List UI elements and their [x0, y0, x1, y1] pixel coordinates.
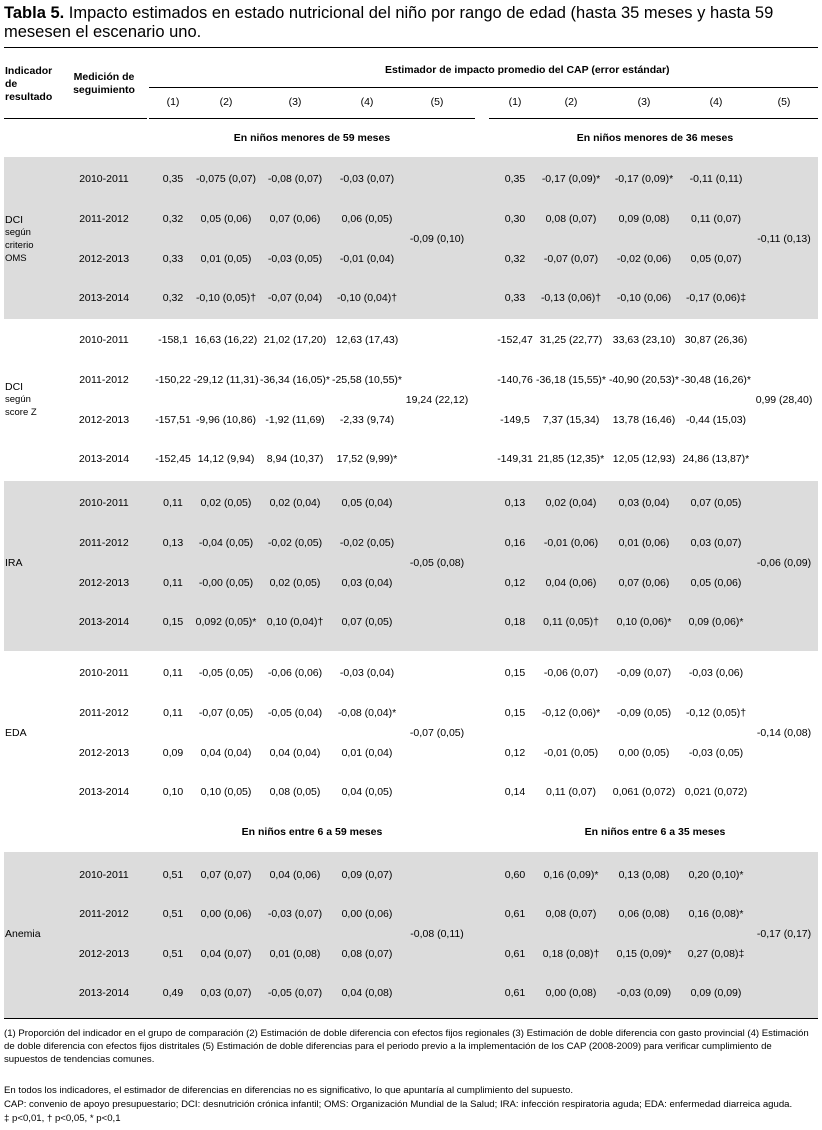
cell-left-col-1: 0,11 [163, 707, 183, 719]
cell-right-col-4: -0,11 (0,11) [689, 173, 743, 185]
cell-left-col-2: 16,63 (16,22) [194, 334, 258, 346]
followup-year: 2012-2013 [78, 948, 130, 960]
cell-left-col-3: -0,05 (0,04) [267, 707, 323, 719]
cell-right-col-4: 0,20 (0,10)* [688, 869, 744, 881]
cell-right-col-1: 0,61 [504, 908, 526, 920]
cell-right-col-1: 0,33 [504, 292, 526, 304]
cell-left-col-1: 0,32 [162, 213, 184, 225]
cell-left-col-3: -0,03 (0,05) [267, 253, 323, 265]
header-col: (2) [219, 96, 233, 108]
cell-right-col-2: -0,01 (0,06) [543, 537, 599, 549]
cell-left-col-2: 0,04 (0,04) [200, 747, 252, 759]
cell-left-col-4: -0,01 (0,04) [339, 253, 395, 265]
cell-right-col-3: 0,10 (0,06)* [616, 616, 672, 628]
cell-left-col-1: 0,49 [162, 987, 184, 999]
cell-right-col-4: -0,17 (0,06)‡ [685, 292, 747, 304]
abbreviations-note: CAP: convenio de apoyo presupuestario; DCI: desnutrición crónica infantil; OMS: Organización Mundial de la Salud; IRA: infección respiratoria aguda; EDA: enfermedad diarreica aguda. [4, 1099, 793, 1110]
cell-left-col-3: -0,06 (0,06) [267, 667, 323, 679]
cell-left-col-5: -0,07 (0,05) [409, 727, 465, 739]
cell-left-col-4: 12,63 (17,43) [335, 334, 399, 346]
indicator-label: según [5, 394, 31, 405]
followup-year: 2013-2014 [78, 453, 130, 465]
followup-year: 2011-2012 [79, 374, 129, 386]
header-followup: seguimiento [73, 84, 135, 96]
indicator-label: criterio [5, 239, 34, 251]
cell-left-col-2: -0,04 (0,05) [198, 537, 254, 549]
cell-right-col-1: 0,15 [504, 707, 526, 719]
cell-right-col-3: -40,90 (20,53)* [608, 374, 680, 386]
followup-year: 2012-2013 [78, 253, 130, 265]
cell-left-col-4: -0,02 (0,05) [339, 537, 395, 549]
header-col: (3) [288, 96, 302, 108]
cell-left-col-3: 0,04 (0,06) [269, 869, 321, 881]
cell-right-col-5: -0,17 (0,17) [756, 928, 812, 940]
followup-year: 2013-2014 [78, 616, 130, 628]
cell-right-col-2: 0,16 (0,09)* [543, 869, 599, 881]
cell-left-col-1: 0,09 [162, 747, 184, 759]
cell-right-col-3: -0,09 (0,07) [616, 667, 672, 679]
cell-left-col-4: 0,04 (0,08) [341, 987, 393, 999]
cell-left-col-4: -0,03 (0,07) [339, 173, 395, 185]
cell-right-col-3: 0,03 (0,04) [618, 497, 670, 509]
cell-right-col-5: -0,14 (0,08) [756, 727, 812, 739]
cell-right-col-2: 0,02 (0,04) [545, 497, 597, 509]
cell-right-col-2: -0,06 (0,07) [543, 667, 599, 679]
table-title [4, 4, 818, 42]
cell-left-col-5: -0,08 (0,11) [410, 928, 464, 940]
header-bottom-rule-left [4, 118, 147, 119]
cell-left-col-3: 0,01 (0,08) [269, 948, 321, 960]
section-title-right: En niños entre 6 a 35 meses [584, 826, 726, 838]
cell-right-col-1: 0,60 [504, 869, 526, 881]
cell-left-col-2: 0,10 (0,05) [200, 786, 252, 798]
cell-right-col-5: -0,06 (0,09) [756, 557, 812, 569]
cell-left-col-2: 0,092 (0,05)* [195, 616, 257, 628]
cell-left-col-4: -25,58 (10,55)* [331, 374, 403, 386]
cell-right-col-3: -0,10 (0,06) [616, 292, 672, 304]
cell-left-col-1: -158,1 [158, 334, 188, 346]
cell-left-col-2: -9,96 (10,86) [195, 414, 257, 426]
cell-right-col-3: 0,061 (0,072) [612, 786, 676, 798]
cell-left-col-2: 0,04 (0,07) [200, 948, 252, 960]
indicator-label: Anemia [5, 928, 41, 940]
cell-right-col-3: 0,06 (0,08) [618, 908, 670, 920]
cell-left-col-1: 0,51 [162, 948, 184, 960]
cell-left-col-4: 17,52 (9,99)* [336, 453, 398, 465]
cell-right-col-2: 0,11 (0,07) [545, 786, 596, 798]
header-bottom-rule-mid [149, 118, 475, 119]
header-bottom-rule-right [489, 118, 818, 119]
cell-left-col-3: 21,02 (17,20) [263, 334, 327, 346]
cell-left-col-3: -0,05 (0,07) [267, 987, 323, 999]
cell-left-col-1: 0,32 [162, 292, 184, 304]
followup-year: 2010-2011 [79, 667, 129, 679]
cell-right-col-2: -0,01 (0,05) [543, 747, 599, 759]
indicator-label: DCI [5, 381, 24, 393]
cell-left-col-3: 0,07 (0,06) [269, 213, 321, 225]
cell-right-col-3: -0,17 (0,09)* [614, 173, 674, 185]
cell-right-col-1: -152,47 [497, 334, 533, 346]
followup-year: 2011-2012 [79, 213, 129, 225]
cell-left-col-2: 0,07 (0,07) [200, 869, 252, 881]
section-title-left: En niños menores de 59 meses [233, 132, 391, 144]
indicator-label: EDA [5, 727, 27, 739]
table-bottom-rule [4, 1018, 818, 1019]
header-col: (4) [360, 96, 374, 108]
cell-left-col-4: 0,00 (0,06) [341, 908, 393, 920]
cell-right-col-3: -0,02 (0,06) [616, 253, 672, 265]
cell-right-col-3: -0,03 (0,09) [616, 987, 672, 999]
cell-left-col-2: 0,02 (0,05) [200, 497, 252, 509]
cell-left-col-1: 0,51 [162, 908, 184, 920]
cell-right-col-4: -0,03 (0,05) [688, 747, 744, 759]
cell-right-col-1: 0,14 [504, 786, 526, 798]
cell-right-col-4: 0,16 (0,08)* [688, 908, 744, 920]
cell-left-col-2: -0,07 (0,05) [198, 707, 254, 719]
cell-right-col-4: -0,44 (15,03) [685, 414, 747, 426]
cell-left-col-3: 0,08 (0,05) [269, 786, 321, 798]
cell-right-col-3: 0,00 (0,05) [618, 747, 670, 759]
indicator-label: score Z [5, 407, 37, 418]
cell-left-col-2: 0,03 (0,07) [200, 987, 252, 999]
cell-left-col-3: 0,02 (0,05) [269, 577, 321, 589]
cell-left-col-4: 0,07 (0,05) [341, 616, 393, 628]
cell-right-col-4: 0,021 (0,072) [684, 786, 748, 798]
cell-left-col-3: -0,07 (0,04) [267, 292, 323, 304]
cell-left-col-2: -0,10 (0,05)† [195, 292, 257, 304]
cell-right-col-2: 0,11 (0,05)† [543, 616, 599, 628]
cell-right-col-1: -149,31 [497, 453, 533, 465]
cell-right-col-2: 31,25 (22,77) [539, 334, 603, 346]
cell-left-col-1: 0,33 [162, 253, 184, 265]
cell-left-col-3: -36,34 (16,05)* [259, 374, 331, 386]
cell-left-col-1: 0,35 [162, 173, 184, 185]
cell-left-col-3: 8,94 (10,37) [266, 453, 324, 465]
cell-left-col-3: 0,02 (0,04) [269, 497, 321, 509]
cell-left-col-1: 0,11 [163, 667, 183, 679]
cell-left-col-2: -29,12 (11,31) [193, 374, 259, 386]
cell-right-col-1: 0,15 [504, 667, 526, 679]
cell-right-col-1: 0,61 [504, 987, 526, 999]
cell-right-col-4: 24,86 (13,87)* [682, 453, 750, 465]
cell-left-col-4: 0,04 (0,05) [341, 786, 393, 798]
cell-left-col-4: 0,09 (0,07) [341, 869, 393, 881]
cell-right-col-4: 0,05 (0,06) [690, 577, 742, 589]
header-col: (5) [430, 96, 444, 108]
cell-right-col-4: 30,87 (26,36) [684, 334, 748, 346]
followup-year: 2010-2011 [79, 497, 129, 509]
cell-right-col-4: -0,12 (0,05)† [685, 707, 747, 719]
cell-right-col-4: 0,07 (0,05) [690, 497, 742, 509]
cell-right-col-1: -140,76 [497, 374, 533, 386]
cell-right-col-3: -0,09 (0,05) [616, 707, 672, 719]
cell-right-col-4: 0,11 (0,07) [690, 213, 741, 225]
cell-left-col-4: 0,01 (0,04) [341, 747, 393, 759]
cell-right-col-2: 0,18 (0,08)† [542, 948, 600, 960]
cell-left-col-2: 14,12 (9,94) [197, 453, 255, 465]
cell-right-col-1: 0,35 [504, 173, 526, 185]
cell-right-col-3: 0,09 (0,08) [618, 213, 670, 225]
header-estimator: Estimador de impacto promedio del CAP (error estándar) [385, 64, 670, 76]
header-indicator: de [5, 78, 18, 90]
cell-left-col-3: 0,04 (0,04) [269, 747, 321, 759]
cell-right-col-1: 0,32 [504, 253, 526, 265]
table-top-rule [4, 47, 818, 48]
cell-right-col-1: 0,61 [504, 948, 526, 960]
cell-left-col-1: -150,22 [155, 374, 191, 386]
section-title-left: En niños entre 6 a 59 meses [241, 826, 383, 838]
cell-right-col-4: 0,05 (0,07) [690, 253, 742, 265]
cell-left-col-5: 19,24 (22,12) [405, 394, 469, 406]
cell-right-col-3: 33,63 (23,10) [612, 334, 676, 346]
cell-left-col-2: -0,05 (0,05) [198, 667, 254, 679]
cell-left-col-1: -157,51 [155, 414, 191, 426]
cell-left-col-3: 0,10 (0,04)† [266, 616, 324, 628]
followup-year: 2011-2012 [79, 707, 129, 719]
cell-right-col-4: 0,09 (0,09) [690, 987, 742, 999]
cell-left-col-1: 0,15 [162, 616, 184, 628]
cell-left-col-4: 0,06 (0,05) [341, 213, 393, 225]
cell-left-col-1: 0,11 [163, 497, 183, 509]
cell-left-col-4: 0,08 (0,07) [341, 948, 393, 960]
assumption-note: En todos los indicadores, el estimador de diferencias en diferencias no es significativo, lo que apuntaría al cumplimiento del supuesto. [4, 1085, 574, 1096]
cell-right-col-3: 0,15 (0,09)* [616, 948, 672, 960]
indicator-label: IRA [5, 557, 23, 569]
cell-right-col-3: 0,01 (0,06) [618, 537, 670, 549]
cell-left-col-1: 0,10 [162, 786, 184, 798]
cell-right-col-4: 0,27 (0,08)‡ [687, 948, 745, 960]
cell-right-col-2: 21,85 (12,35)* [537, 453, 605, 465]
cell-left-col-3: -0,03 (0,07) [267, 908, 323, 920]
cell-right-col-1: 0,13 [504, 497, 526, 509]
indicator-label: DCI [5, 213, 24, 226]
cell-right-col-2: -36,18 (15,55)* [535, 374, 607, 386]
followup-year: 2012-2013 [78, 747, 130, 759]
header-col: (3) [637, 96, 651, 108]
cell-right-col-4: -0,03 (0,06) [688, 667, 744, 679]
section-title-right: En niños menores de 36 meses [576, 132, 734, 144]
cell-right-col-2: -0,13 (0,06)† [540, 292, 602, 304]
followup-year: 2013-2014 [78, 987, 130, 999]
followup-year: 2011-2012 [79, 537, 129, 549]
cell-left-col-2: 0,01 (0,05) [200, 253, 252, 265]
cell-right-col-1: 0,16 [504, 537, 526, 549]
cell-right-col-1: 0,12 [504, 747, 526, 759]
cell-right-col-2: 0,08 (0,07) [545, 908, 597, 920]
cell-right-col-2: -0,07 (0,07) [543, 253, 599, 265]
significance-note: ‡ p<0,01, † p<0,05, * p<0,1 [4, 1113, 121, 1124]
followup-year: 2012-2013 [78, 414, 130, 426]
cell-right-col-2: 0,08 (0,07) [545, 213, 597, 225]
cell-left-col-4: -0,03 (0,04) [339, 667, 395, 679]
followup-year: 2013-2014 [78, 786, 130, 798]
cell-left-col-1: 0,11 [163, 577, 183, 589]
cell-right-col-4: 0,03 (0,07) [690, 537, 742, 549]
header-col: (1) [508, 96, 522, 108]
column-legend-note: (1) Proporción del indicador en el grupo de comparación (2) Estimación de doble diferencia con efectos fijos regionales (3) Estimación de doble diferencia con gasto provincial (4) Estimación de doble diferencia con efectos fijos distritales (5) Estimación de doble diferencias para el periodo previo a la implementación de los CAP (2008-2009) para verificar cumplimiento de supuestos de tendencias comunes. [4, 1028, 809, 1065]
followup-year: 2010-2011 [79, 334, 129, 346]
header-col: (1) [166, 96, 180, 108]
header-col: (4) [709, 96, 723, 108]
cell-right-col-4: -30,48 (16,26)* [680, 374, 752, 386]
cell-right-col-1: 0,18 [504, 616, 526, 628]
cell-left-col-4: 0,05 (0,04) [341, 497, 393, 509]
indicator-label: OMS [5, 252, 27, 264]
header-col: (5) [777, 96, 791, 108]
header-col: (2) [564, 96, 578, 108]
cell-left-col-2: 0,00 (0,06) [200, 908, 252, 920]
cell-left-col-4: -0,10 (0,04)† [336, 292, 398, 304]
followup-year: 2012-2013 [78, 577, 130, 589]
cell-left-col-2: -0,00 (0,05) [198, 577, 254, 589]
cell-left-col-3: -0,08 (0,07) [267, 173, 323, 185]
followup-year: 2013-2014 [78, 292, 130, 304]
table-number: Tabla 5. [4, 4, 65, 22]
indicator-label: según [5, 226, 31, 238]
cell-right-col-2: 7,37 (15,34) [542, 414, 600, 426]
estimator-rule [149, 87, 818, 88]
cell-right-col-2: 0,04 (0,06) [545, 577, 597, 589]
cell-left-col-2: -0,075 (0,07) [195, 173, 257, 185]
table-caption: Impacto estimados en estado nutricional del niño por rango de edad (hasta 35 meses y hasta 59 mesesen el escenario uno. [4, 4, 774, 41]
cell-right-col-4: 0,09 (0,06)* [688, 616, 744, 628]
cell-left-col-1: 0,51 [162, 869, 184, 881]
cell-right-col-2: 0,00 (0,08) [545, 987, 597, 999]
cell-left-col-5: -0,05 (0,08) [409, 557, 465, 569]
cell-right-col-3: 0,07 (0,06) [618, 577, 670, 589]
cell-right-col-3: 0,13 (0,08) [618, 869, 670, 881]
cell-right-col-5: -0,11 (0,13) [757, 233, 811, 245]
cell-right-col-2: -0,17 (0,09)* [541, 173, 601, 185]
cell-left-col-1: 0,13 [162, 537, 184, 549]
cell-left-col-3: -0,02 (0,05) [267, 537, 323, 549]
followup-year: 2010-2011 [79, 869, 129, 881]
cell-right-col-3: 13,78 (16,46) [612, 414, 676, 426]
cell-left-col-3: -1,92 (11,69) [265, 414, 325, 426]
cell-left-col-1: -152,45 [155, 453, 191, 465]
cell-left-col-4: 0,03 (0,04) [341, 577, 393, 589]
cell-left-col-4: -0,08 (0,04)* [337, 707, 397, 719]
followup-year: 2010-2011 [79, 173, 129, 185]
cell-right-col-1: 0,12 [504, 577, 526, 589]
header-indicator: Indicador [5, 65, 53, 77]
followup-year: 2011-2012 [79, 908, 129, 920]
cell-right-col-3: 12,05 (12,93) [612, 453, 676, 465]
cell-right-col-2: -0,12 (0,06)* [541, 707, 601, 719]
header-followup: Medición de [73, 71, 135, 83]
cell-right-col-1: -149,5 [500, 414, 530, 426]
cell-left-col-4: -2,33 (9,74) [339, 414, 395, 426]
cell-left-col-5: -0,09 (0,10) [409, 233, 465, 245]
cell-left-col-2: 0,05 (0,06) [200, 213, 252, 225]
cell-right-col-5: 0,99 (28,40) [755, 394, 813, 406]
header-indicator: resultado [5, 91, 53, 103]
cell-right-col-1: 0,30 [504, 213, 526, 225]
